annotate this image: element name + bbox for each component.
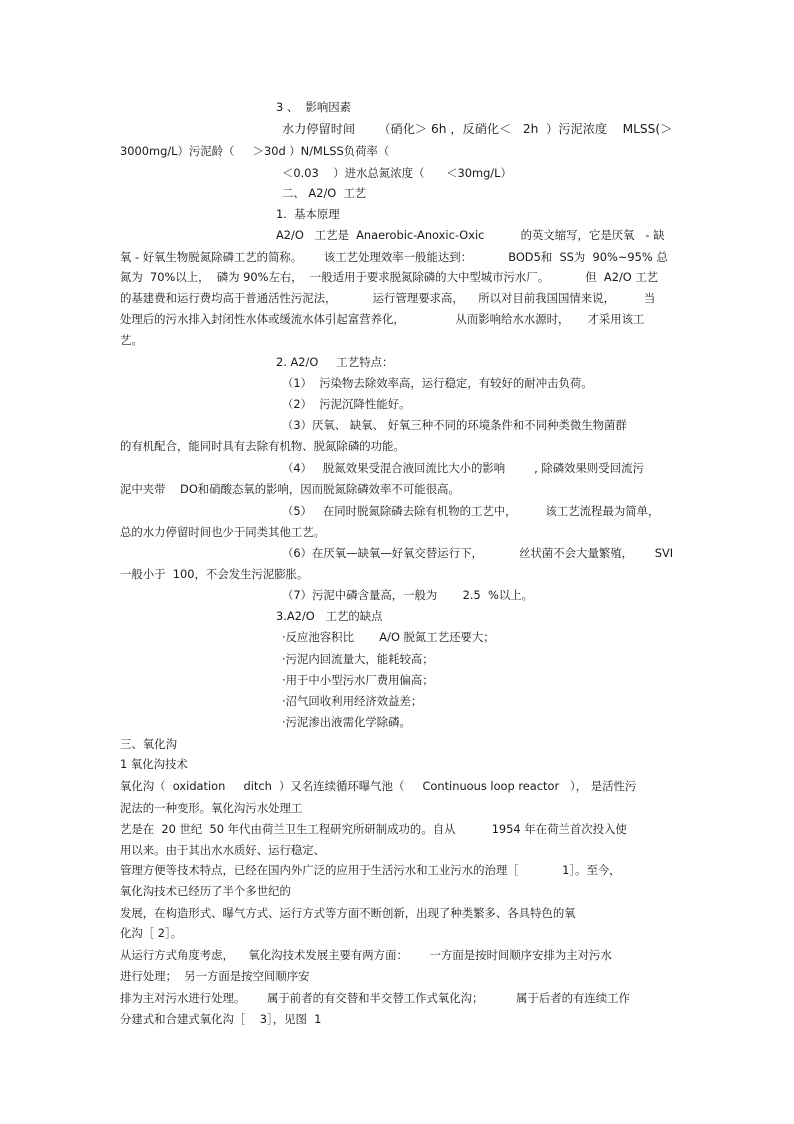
paragraph-line: 进行处理； 另一方面是按空间顺序安 [120,969,310,983]
paragraph-line: 艺是在 20 世纪 50 年代由荷兰卫生工程研究所研制成功的。自从 1954 年在荷兰首次投入使 [120,822,627,836]
subheading-a2o-drawbacks: 3.A2/O 工艺的缺点 [276,609,383,623]
paragraph-line: 泥中夹带 DO和硝酸态氧的影响，因而脱氮除磷效率不可能很高。 [120,482,460,496]
subheading-a2o-features: 2. A2/O 工艺特点： [276,355,394,369]
bullet-item: ·污泥渗出液需化学除磷。 [282,715,411,729]
paragraph-line: 氧化沟（ oxidation ditch ）又名连续循环曝气池（ Continuous loop reactor ）， 是活性污 [120,779,637,793]
paragraph-line: 发展，在构造形式、曝气方式、运行方式等方面不断创新，出现了种类繁多、各具特色的氧 [120,906,576,920]
paragraph-line: 一般小于 100，不会发生污泥膨胀。 [120,567,309,581]
paragraph-line: 的基建费和运行费均高于普通活性污泥法， 运行管理要求高， 所以对目前我国国情来说， 当 [120,291,656,305]
paragraph-line: 从运行方式角度考虑， 氧化沟技术发展主要有两方面： 一方面是按时间顺序安排为主对污水 [120,948,612,962]
bullet-item: ·用于中小型污水厂费用偏高； [282,673,434,687]
paragraph-line: 氮为 70%以上， 磷为 90%左右， 一般适用于要求脱氮除磷的大中型城市污水厂。 但 A2/O 工艺 [120,270,659,284]
paragraph-line: 3000mg/L）污泥龄（ ＞30d ）N/MLSS负荷率（ [120,144,390,158]
paragraph-line: 水力停留时间 （硝化＞ 6h ，反硝化＜ 2h ）污泥浓度 MLSS(＞ [282,122,673,136]
list-item: （3）厌氧、 缺氧、 好氧三种不同的环境条件和不同种类微生物菌群 [282,418,627,432]
paragraph-line: A2/O 工艺是 Anaerobic-Anoxic-Oxic 的英文缩写，它是厌氧 - 缺 [276,228,665,242]
paragraph-line: 的有机配合，能同时具有去除有机物、脱氮除磷的功能。 [120,439,405,453]
paragraph-line: 用以来。由于其出水水质好、运行稳定、 [120,843,326,857]
section-heading-a2o: 二、 A2/O 工艺 [282,186,367,200]
section-heading-oxidation-ditch: 三、氧化沟 [120,737,177,751]
list-item: （6）在厌氧—缺氧—好氧交替运行下， 丝状菌不会大量繁殖， SVI [282,546,674,560]
paragraph-line: 泥法的一种变形。氧化沟污水处理工 [120,801,303,815]
section-heading-influence-factors: 3 、 影响因素 [276,100,352,114]
paragraph-line: 分建式和合建式氧化沟［ 3］，见图 1 [120,1012,322,1026]
list-item: （2） 污泥沉降性能好。 [282,397,411,411]
paragraph-line: 氧化沟技术已经历了半个多世纪的 [120,884,291,898]
paragraph-line: 排为主对污水进行处理。 属于前者的有交替和半交替工作式氧化沟； 属于后者的有连续工作 [120,991,630,1005]
subheading-basic-principle: 1. 基本原理 [276,207,340,221]
paragraph-line: 化沟［ 2］。 [120,926,183,940]
paragraph-line: 总的水力停留时间也少于同类其他工艺。 [120,525,326,539]
bullet-item: ·沼气回收利用经济效益差； [282,694,423,708]
list-item: （1） 污染物去除效率高，运行稳定，有较好的耐冲击负荷。 [282,376,593,390]
paragraph-line: 管理方便等技术特点，已经在国内外广泛的应用于生活污水和工业污水的治理［ 1］。至今， [120,863,621,877]
bullet-item: ·反应池容积比 A/O 脱氮工艺还要大； [282,630,495,644]
paragraph-line: ＜0.03 ）进水总氮浓度（ ＜30mg/L） [282,166,512,180]
paragraph-line: 艺。 [120,333,143,347]
subheading-oxidation-ditch-tech: 1 氧化沟技术 [120,757,188,771]
list-item: （5） 在同时脱氮除磷去除有机物的工艺中， 该工艺流程最为简单， [282,504,660,518]
paragraph-line: 处理后的污水排入封闭性水体或缓流水体引起富营养化， 从而影响给水水源时， 才采用该工 [120,312,645,326]
list-item: （4） 脱氮效果受混合液回流比大小的影响 , 除磷效果则受回流污 [282,461,644,475]
paragraph-line: 氧 - 好氧生物脱氮除磷工艺的简称。 该工艺处理效率一般能达到： BOD5和 SS为 90%~95% 总 [120,250,668,264]
list-item: （7）污泥中磷含量高，一般为 2.5 %以上。 [282,588,534,602]
bullet-item: ·污泥内回流量大，能耗较高； [282,652,434,666]
